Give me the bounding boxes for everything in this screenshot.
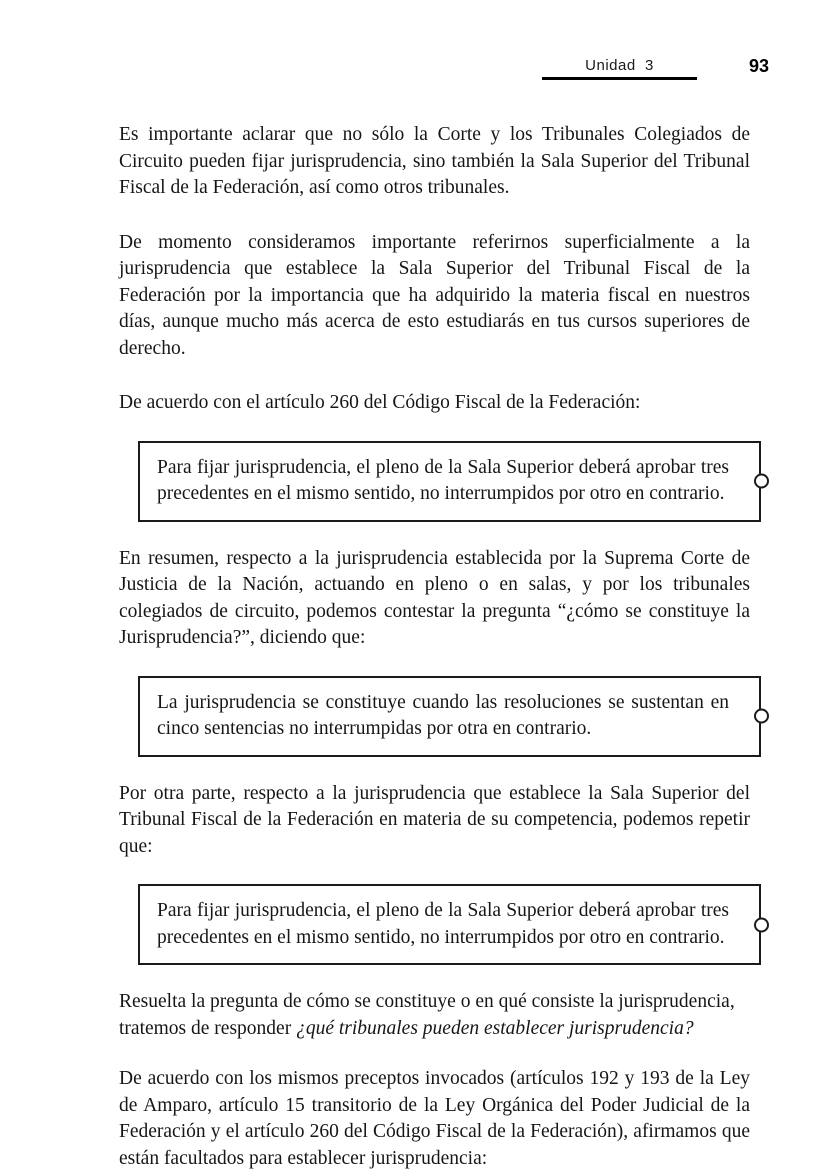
paragraph-5: Por otra parte, respecto a la jurisprudencia que establece la Sala Superior del Tribunal Fiscal de la Federación en materia de su competencia, podemos repetir que:: [119, 782, 750, 857]
paragraph-2: De momento consideramos importante referirnos superficialmente a la jurisprudencia que establece la Sala Superior del Tribunal Fiscal de la Federación por la importancia que ha adquirido la materia fiscal en nuestros días, aunque mucho más acerca de esto estudiarás en tus cursos superiores de derecho.: [119, 231, 750, 359]
spacer: [119, 202, 750, 230]
spacer: [119, 652, 750, 676]
quote-box-1-wrapper: [138, 441, 761, 522]
paragraph-6: [119, 989, 750, 1042]
paragraph-7: De acuerdo con los mismos preceptos invocados (artículos 192 y 193 de la Ley de Amparo, artículo 15 transitorio de la Ley Orgánica del Poder Judicial de la Federación y el artículo 260 del Código Fiscal de la Federación), afirmamos que están facultados para establecer jurisprudencia:: [119, 1068, 750, 1169]
quote-box-3: [138, 884, 761, 965]
spacer: [119, 417, 750, 441]
circle-connector-icon: [754, 474, 769, 489]
spacer: [119, 757, 750, 781]
spacer: [119, 1042, 750, 1066]
spacer: [119, 860, 750, 884]
unit-label: Unidad 3: [585, 57, 654, 74]
quote-box-2-wrapper: [138, 676, 761, 757]
paragraph-4: En resumen, respecto a la jurisprudencia establecida por la Suprema Corte de Justicia de la Nación, actuando en pleno o en salas, y por los tribunales colegiados de circuito, podemos contestar la pregunta “¿cómo se constituye la Jurisprudencia?”, diciendo que:: [119, 547, 750, 648]
spacer: [119, 362, 750, 390]
text-column: [119, 122, 750, 1172]
unit-label-group: [542, 57, 697, 80]
quote-box-2: [138, 676, 761, 757]
quote-box-3-text: Para fijar jurisprudencia, el pleno de la Sala Superior deberá aprobar tres precedentes en el mismo sentido, no interrumpidos por otro en contrario.: [157, 900, 729, 948]
page-header: [119, 57, 769, 91]
circle-connector-icon: [754, 709, 769, 724]
paragraph-6-italic-question: ¿qué tribunales pueden establecer jurisprudencia?: [296, 1017, 694, 1039]
quote-box-2-text: La jurisprudencia se constituye cuando las resoluciones se sustentan en cinco sentencias no interrumpidas por otra en contrario.: [157, 691, 729, 739]
quote-box-1-text: Para fijar jurisprudencia, el pleno de la Sala Superior deberá aprobar tres precedentes en el mismo sentido, no interrumpidos por otro en contrario.: [157, 456, 729, 504]
spacer: [119, 965, 750, 989]
header-rule: [542, 77, 697, 80]
circle-connector-icon: [754, 917, 769, 932]
paragraph-1: Es importante aclarar que no sólo la Corte y los Tribunales Colegiados de Circuito pueden fijar jurisprudencia, sino también la Sala Superior del Tribunal Fiscal de la Federación, así como otros tribunales.: [119, 124, 750, 198]
spacer: [119, 522, 750, 546]
quote-box-3-wrapper: [138, 884, 761, 965]
paragraph-3: De acuerdo con el artículo 260 del Código Fiscal de la Federación:: [119, 392, 641, 413]
paragraph-6-plain-text: Resuelta la pregunta de cómo se constituye o en qué consiste la jurisprudencia, tratemos de responder: [119, 991, 735, 1039]
quote-box-1: [138, 441, 761, 522]
page-number: 93: [748, 56, 769, 76]
